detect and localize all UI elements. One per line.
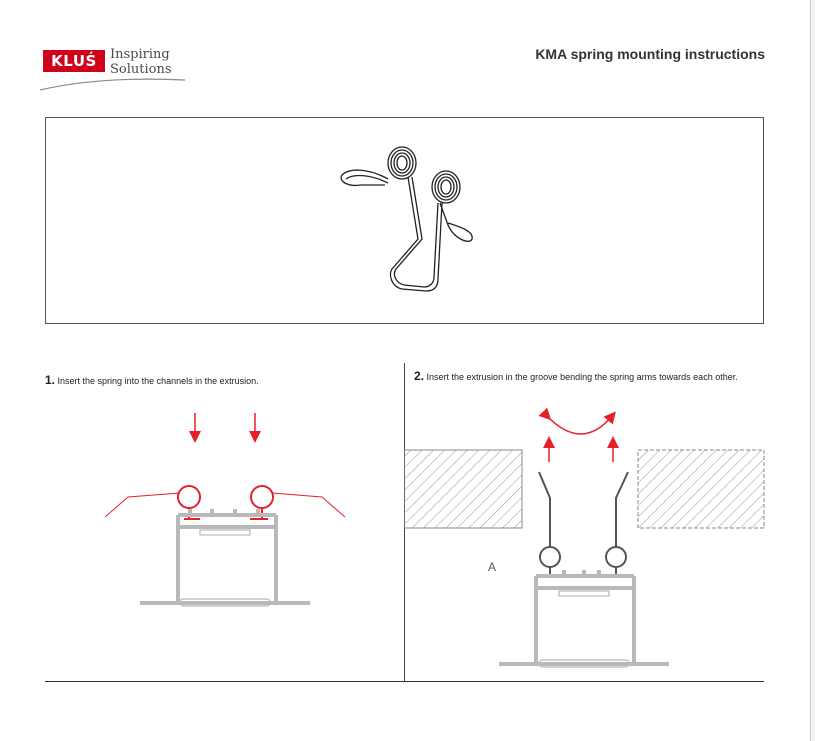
logo-tagline-line1: Inspiring <box>110 47 170 62</box>
bend-arrows-icon <box>547 416 613 462</box>
logo-tagline-line2: Solutions <box>110 62 172 77</box>
diagram-label-a: A <box>488 560 497 574</box>
insert-arrows-icon <box>195 413 255 437</box>
step-2-text: Insert the extrusion in the groove bending the spring arms towards each other. <box>426 372 738 382</box>
step-1-instruction <box>45 373 385 387</box>
company-logo <box>40 44 190 94</box>
bottom-divider <box>45 681 764 682</box>
step-2-instruction <box>414 371 774 383</box>
document-title: KMA spring mounting instructions <box>535 46 765 62</box>
page-edge <box>810 0 811 741</box>
step-1-number: 1. <box>45 373 56 387</box>
logo-swoosh-icon <box>40 74 190 94</box>
step-1-diagram <box>100 405 360 615</box>
step-2-diagram <box>404 400 774 675</box>
step-1-text: Insert the spring into the channels in the extrusion. <box>57 376 259 386</box>
logo-brand: KLUŚ <box>43 50 105 72</box>
step-2-number: 2. <box>414 369 425 383</box>
torsion-spring-illustration <box>330 139 480 309</box>
